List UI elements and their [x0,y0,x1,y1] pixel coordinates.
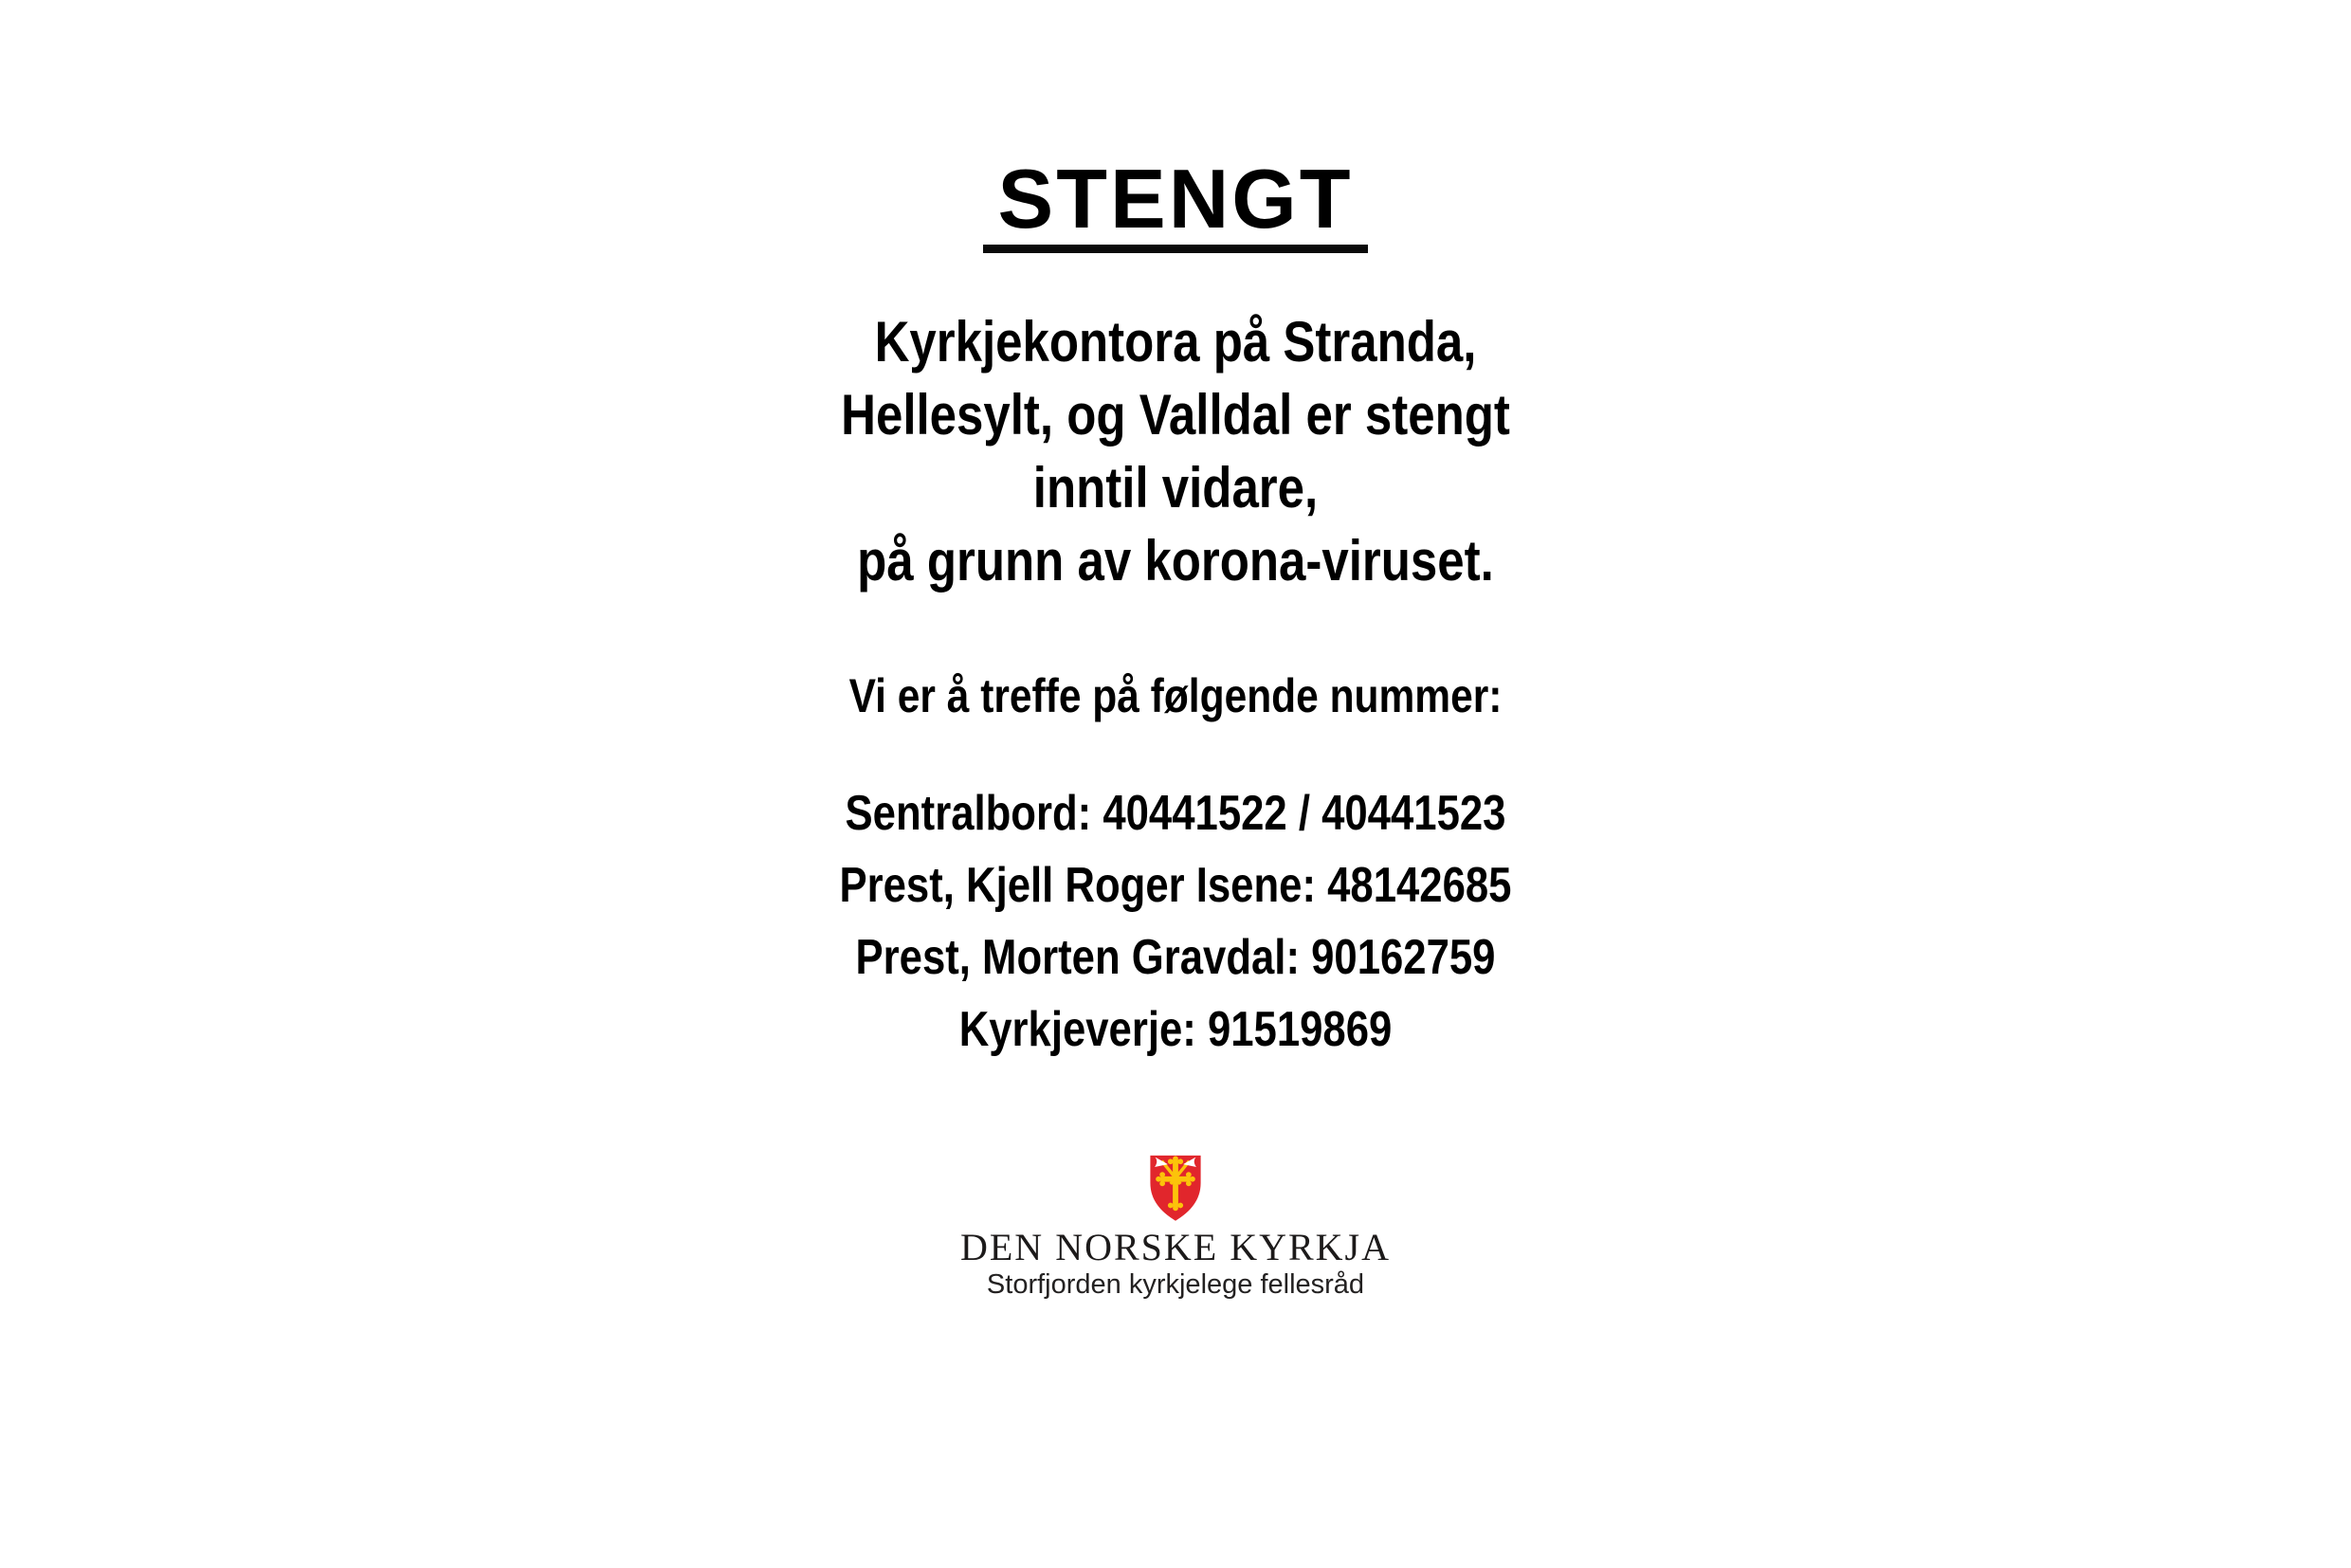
notice-body-line: inntil vidare, [1032,456,1319,520]
contact-line-prest-isene: Prest, Kjell Roger Isene: 48142685 [839,858,1512,913]
notice-body-line: på grunn av korona-viruset. [857,529,1494,593]
contact-line-sentralbord: Sentralbord: 40441522 / 40441523 [845,786,1506,841]
notice-body-line: Hellesylt, og Valldal er stengt [841,383,1510,447]
notice-body-line: Kyrkjekontora på Stranda, [874,310,1477,374]
contact-line-kyrkjeverje: Kyrkjeverje: 91519869 [958,1002,1393,1057]
org-name: DEN NORSKE KYRKJA [959,1226,1392,1268]
notice-title: STENGT [983,157,1369,253]
notice-title-wrap [0,152,2351,253]
contact-line-prest-gravdal: Prest, Morten Gravdal: 90162759 [855,930,1496,985]
notice-body [176,305,2175,597]
org-subtitle: Storfjorden kyrkjelege fellesråd [986,1269,1365,1300]
church-of-norway-crest-icon [1148,1153,1203,1223]
contact-heading: Vi er å treffe på følgende nummer: [848,669,1503,722]
contact-list [188,777,2162,1066]
